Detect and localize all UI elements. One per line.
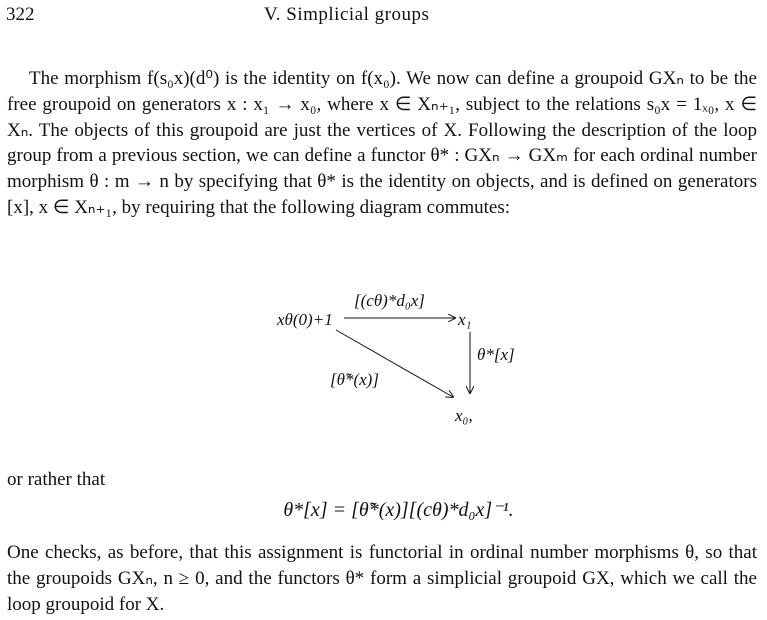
paragraph-2: One checks, as before, that this assignment is functorial in ordinal number morphisms θ, so that the groupoids GXₙ, n ≥ 0, and the functors θ* form a simplicial groupoid GX, which we call the loop groupoid for X. <box>7 542 757 615</box>
diagram-node-source: xθ(0)+1 <box>277 310 333 329</box>
running-head: V. Simplicial groups <box>264 4 430 25</box>
or-rather-text: or rather that <box>7 469 106 490</box>
diagram-node-top-right: x₁ <box>458 310 472 329</box>
page-number: 322 <box>6 4 35 25</box>
paragraph-1: The morphism f(s₀x)(d⁰) is the identity on f(x₀). We now can define a groupoid GXₙ to be the free groupoid on generators x : x₁ → x₀, where x ∈ Xₙ₊₁, subject to the relations s₀x = 1ₓ₀, x ∈ Xₙ. The objects of this groupoid are just the vertices of X. Following the description of the loop group from a previous section, we can define a functor θ* : GXₙ → GXₘ for each ordinal number morphism θ : m → n by specifying that θ* is the identity on objects, and is defined on generators [x], x ∈ Xₙ₊₁, by requiring that the following diagram commutes: <box>7 68 757 218</box>
arrow-right-label: θ*[x] <box>477 345 515 364</box>
diagram-node-bottom: x₀, <box>455 406 473 425</box>
equation-text: θ*[x] = [θ̃*(x)][(cθ)*d₀x]⁻¹. <box>283 499 514 521</box>
arrow-top-label: [(cθ)*d₀x] <box>354 291 425 310</box>
display-equation <box>0 497 767 522</box>
arrow-diagonal-label: [θ̃*(x)] <box>330 370 379 389</box>
